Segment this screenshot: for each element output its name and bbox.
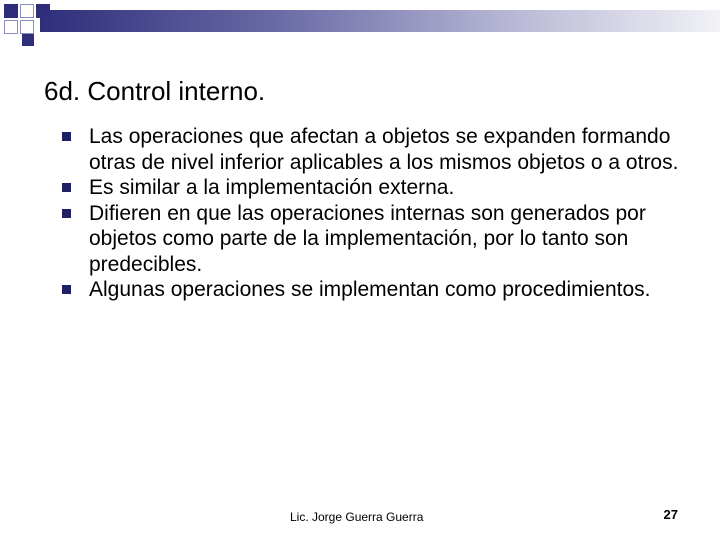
footer-author: Lic. Jorge Guerra Guerra (290, 510, 424, 524)
decor-square-dark (22, 34, 34, 46)
square-bullet-icon (62, 209, 71, 218)
bullet-text: Es similar a la implementación externa. (89, 176, 455, 199)
decor-square-light (4, 20, 18, 34)
bullet-text: Algunas operaciones se implementan como procedimientos. (89, 278, 651, 301)
header-decoration (0, 0, 720, 48)
list-item (62, 277, 682, 303)
list-item (62, 124, 682, 175)
list-item (62, 201, 682, 278)
square-bullet-icon (62, 132, 71, 141)
header-gradient-bar (40, 10, 720, 32)
list-item (62, 175, 682, 201)
decor-square-light (20, 20, 34, 34)
square-bullet-icon (62, 183, 71, 192)
bullet-list (62, 124, 682, 303)
square-bullet-icon (62, 285, 71, 294)
bullet-text: Difieren en que las operaciones internas son generados por objetos como parte de la implementación, por lo tanto son predecibles. (89, 201, 646, 276)
page-number: 27 (663, 507, 678, 522)
slide-title: 6d. Control interno. (44, 76, 266, 106)
decor-square-dark (36, 4, 50, 18)
bullet-text: Las operaciones que afectan a objetos se expanden formando otras de nivel inferior aplicables a los mismos objetos o a otros. (89, 125, 679, 174)
decor-square-light (20, 4, 34, 18)
decor-square-dark (4, 4, 18, 18)
